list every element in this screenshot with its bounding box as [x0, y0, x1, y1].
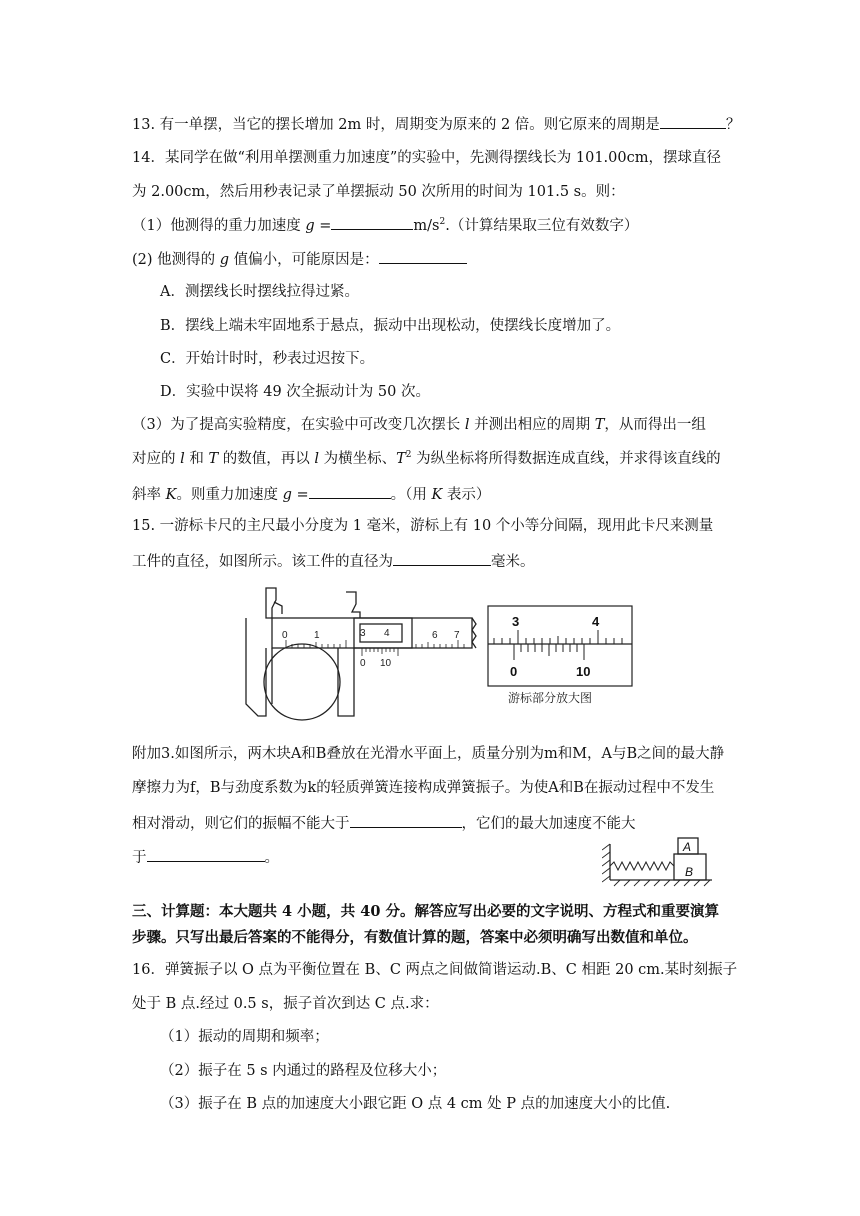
extra-3-line-1: 附加3.如图所示，两木块A和B叠放在光滑水平面上，质量分别为m和M，A与B之间的最大静 — [132, 746, 725, 762]
main-scale-label-4: 4 — [384, 628, 390, 639]
block-a-label: A — [683, 840, 692, 854]
question-14-part-3-line-2: 对应的 l 和 T 的数值，再以 l 为横坐标、$T^2$ 为纵坐标将所得数据连成直线，并求得该直线的 — [132, 450, 721, 467]
zoom-main-label-4: 4 — [592, 614, 600, 629]
zoom-main-label-3: 3 — [512, 614, 520, 629]
question-16-line-2: 处于 B 点.经过 0.5 s，振子首次到达 C 点.求： — [132, 996, 439, 1012]
question-13: 13. 有一单摆，当它的摆长增加 2m 时，周期变为原来的 2 倍。则它原来的周期是 ？ — [132, 113, 740, 135]
spring-apparatus — [610, 838, 712, 880]
answer-blank — [660, 113, 726, 129]
vernier-caliper-figure — [236, 584, 638, 724]
vernier-zoom-panel — [488, 606, 632, 705]
question-16-part-1: （1）振动的周期和频率； — [160, 1029, 329, 1045]
question-14-part-3-line-3: 斜率 K。则重力加速度 g = 。（用 K 表示） — [132, 483, 490, 505]
answer-blank — [331, 214, 413, 230]
section-3-heading-line-2: 步骤。只写出最后答案的不能得分，有数值计算的题，答案中必须明确写出数值和单位。 — [132, 929, 698, 946]
extra-3-line-2: 摩擦力为f，B与劲度系数为k的轻质弹簧连接构成弹簧振子。为使A和B在振动过程中不发生 — [132, 780, 715, 796]
section-3-heading-line-1: 三、计算题：本大题共 4 小题，共 40 分。解答应写出必要的文字说明、方程式和重要演算 — [132, 903, 719, 920]
question-14-part-2: (2) 他测得的 g 值偏小，可能原因是： — [132, 248, 467, 270]
extra-3-line-3: 相对滑动，则它们的振幅不能大于 ，它们的最大加速度不能大 — [132, 812, 636, 834]
question-14-line-1: 14．某同学在做“利用单摆测重力加速度”的实验中，先测得摆线长为 101.00cm，摆球直径 — [132, 150, 721, 166]
question-15-line-1: 15. 一游标卡尺的主尺最小分度为 1 毫米，游标上有 10 个小等分间隔，现用此卡尺来测量 — [132, 518, 714, 534]
question-16-part-3: （3）振子在 B 点的加速度大小跟它距 O 点 4 cm 处 P 点的加速度大小的比值. — [160, 1096, 671, 1112]
vernier-label-10: 10 — [380, 658, 392, 669]
question-16-line-1: 16．弹簧振子以 O 点为平衡位置在 B、C 两点之间做简谐运动.B、C 相距 20 cm.某时刻振子 — [132, 962, 738, 978]
option-b: B．摆线上端未牢固地系于悬点，振动中出现松动，使摆线长度增加了。 — [160, 318, 621, 334]
spring-block-figure — [602, 836, 714, 888]
zoom-vernier-label-0: 0 — [510, 664, 518, 679]
option-d: D．实验中误将 49 次全振动计为 50 次。 — [160, 384, 430, 400]
main-scale-label-6: 6 — [432, 630, 438, 641]
vernier-ticks — [362, 648, 398, 656]
main-scale-label-1: 1 — [314, 630, 320, 641]
option-a: A．测摆线长时摆线拉得过紧。 — [160, 284, 359, 300]
option-c: C．开始计时时，秒表过迟按下。 — [160, 351, 375, 367]
main-scale-label-3: 3 — [360, 628, 366, 639]
extra-3-line-4: 于 。 — [132, 846, 279, 868]
main-scale-label-0: 0 — [282, 630, 288, 641]
main-scale-label-7: 7 — [454, 630, 460, 641]
question-14-part-3-line-1: （3）为了提高实验精度，在实验中可改变几次摆长 l 并测出相应的周期 T，从而得出一组 — [132, 417, 706, 433]
answer-blank — [350, 812, 462, 828]
block-b-label: B — [685, 865, 694, 879]
answer-blank — [393, 550, 491, 566]
main-scale-ticks — [286, 640, 464, 648]
question-14-part-1: （1）他测得的重力加速度 $g = m/s^2$.（计算结果取三位有效数字） — [132, 214, 638, 236]
question-15-line-2: 工件的直径，如图所示。该工件的直径为 毫米。 — [132, 550, 535, 572]
vernier-label-0: 0 — [360, 658, 366, 669]
zoom-vernier-label-10: 10 — [576, 664, 591, 679]
zoom-caption: 游标部分放大图 — [508, 691, 593, 705]
question-14-line-2: 为 2.00cm，然后用秒表记录了单摆振动 50 次所用的时间为 101.5 s。则： — [132, 184, 625, 200]
answer-blank — [147, 846, 265, 862]
question-16-part-2: （2）振子在 5 s 内通过的路程及位移大小； — [160, 1063, 447, 1079]
answer-blank — [379, 248, 467, 264]
caliper-drawing — [246, 588, 476, 720]
answer-blank — [309, 483, 391, 499]
